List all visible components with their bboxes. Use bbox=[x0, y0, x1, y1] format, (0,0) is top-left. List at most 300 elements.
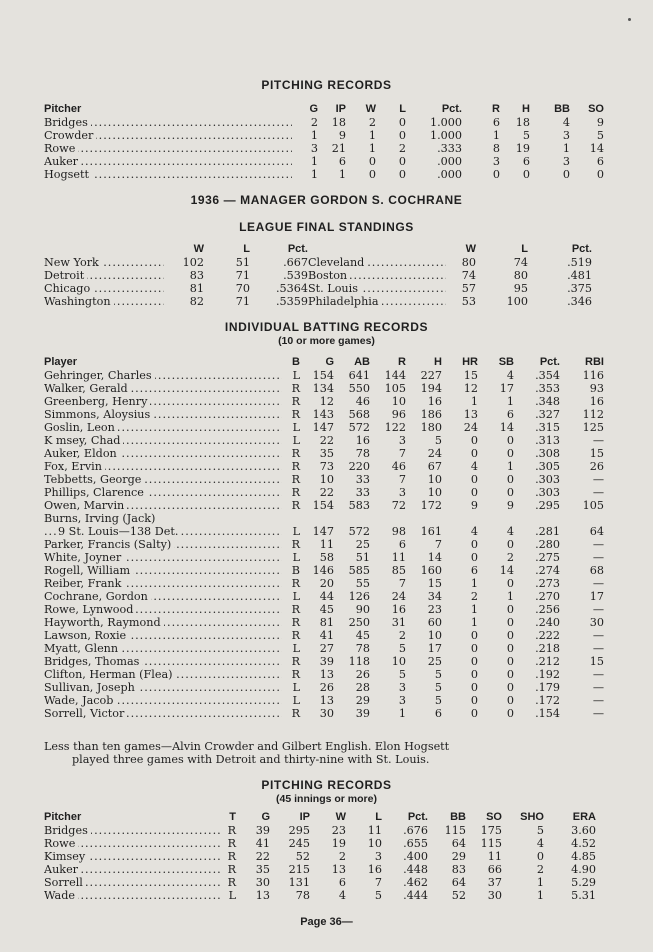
value-cell: 5 bbox=[434, 681, 442, 694]
column-header: SO bbox=[486, 811, 502, 823]
value-cell: 0 bbox=[522, 168, 530, 181]
value-cell: 64 bbox=[589, 525, 604, 538]
value-cell: 14 bbox=[589, 142, 604, 155]
value-cell: 3 bbox=[492, 155, 500, 168]
value-cell: 52 bbox=[451, 889, 466, 902]
value-cell: 4 bbox=[338, 889, 346, 902]
value-cell: — bbox=[592, 629, 604, 642]
table-row bbox=[44, 876, 596, 889]
name-cell: Simmons, Aloysius ..... bbox=[44, 408, 282, 421]
value-cell: .240 bbox=[535, 616, 560, 629]
value-cell: 0 bbox=[506, 694, 514, 707]
value-cell: 1 bbox=[368, 142, 376, 155]
value-cell: 1 bbox=[310, 168, 318, 181]
value-cell: 30 bbox=[319, 707, 334, 720]
value-cell: 220 bbox=[348, 460, 370, 473]
value-cell: 12 bbox=[463, 382, 478, 395]
value-cell: 4.90 bbox=[571, 863, 596, 876]
value-cell: 0 bbox=[492, 168, 500, 181]
value-cell: — bbox=[592, 603, 604, 616]
value-cell: 3 bbox=[398, 681, 406, 694]
value-cell: 3.60 bbox=[571, 824, 596, 837]
table-row bbox=[44, 155, 604, 168]
value-cell: 147 bbox=[312, 525, 334, 538]
value-cell: 115 bbox=[480, 837, 502, 850]
value-cell: 10 bbox=[319, 473, 334, 486]
value-cell: R bbox=[291, 603, 300, 616]
table-row bbox=[44, 655, 604, 668]
value-cell: 60 bbox=[427, 616, 442, 629]
value-cell: 1 bbox=[470, 603, 478, 616]
column-header bbox=[44, 243, 164, 256]
value-cell: 172 bbox=[420, 499, 442, 512]
column-header: Pct. bbox=[571, 243, 592, 255]
value-cell: 46 bbox=[391, 460, 406, 473]
value-cell: 14 bbox=[499, 564, 514, 577]
batting-records-title: INDIVIDUAL BATTING RECORDS bbox=[224, 320, 429, 334]
name-cell: Rowe ..... bbox=[44, 142, 292, 155]
value-cell: 10 bbox=[391, 395, 406, 408]
value-cell: 3 bbox=[310, 142, 318, 155]
value-cell: 20 bbox=[319, 577, 334, 590]
value-cell: 161 bbox=[420, 525, 442, 538]
value-cell: R bbox=[291, 486, 300, 499]
column-header: L bbox=[375, 811, 382, 823]
value-cell: 28 bbox=[355, 681, 370, 694]
value-cell: .539 bbox=[283, 269, 308, 282]
value-cell: 1 bbox=[310, 129, 318, 142]
pitching-records-2-title: PITCHING RECORDS bbox=[261, 778, 392, 792]
value-cell: .315 bbox=[535, 421, 560, 434]
value-cell: L bbox=[292, 525, 300, 538]
value-cell: 3 bbox=[562, 155, 570, 168]
value-cell: .448 bbox=[403, 863, 428, 876]
value-cell: 0 bbox=[398, 116, 406, 129]
value-cell: 51 bbox=[355, 551, 370, 564]
value-cell: 45 bbox=[355, 629, 370, 642]
table-row bbox=[44, 850, 596, 863]
value-cell: 35 bbox=[255, 863, 270, 876]
name-cell: Reiber, Frank ..... bbox=[44, 577, 282, 590]
value-cell: .348 bbox=[535, 395, 560, 408]
table-row bbox=[44, 551, 604, 564]
value-cell: 5 bbox=[374, 889, 382, 902]
table-row bbox=[44, 295, 592, 308]
table-row bbox=[44, 499, 604, 512]
value-cell: R bbox=[291, 473, 300, 486]
value-cell: .375 bbox=[567, 282, 592, 295]
table-row bbox=[44, 460, 604, 473]
column-header: G bbox=[261, 811, 270, 823]
value-cell: 572 bbox=[348, 421, 370, 434]
value-cell: R bbox=[291, 460, 300, 473]
value-cell: 1 bbox=[536, 889, 544, 902]
value-cell: .275 bbox=[535, 551, 560, 564]
table-row bbox=[44, 447, 604, 460]
value-cell: 160 bbox=[420, 564, 442, 577]
table-row bbox=[44, 681, 604, 694]
value-cell: R bbox=[291, 447, 300, 460]
value-cell: .179 bbox=[535, 681, 560, 694]
value-cell: 39 bbox=[355, 707, 370, 720]
value-cell: 568 bbox=[348, 408, 370, 421]
value-cell: 24 bbox=[463, 421, 478, 434]
value-cell: — bbox=[592, 486, 604, 499]
value-cell: 33 bbox=[355, 473, 370, 486]
name-cell: Boston ..... bbox=[308, 269, 446, 282]
value-cell: L bbox=[292, 369, 300, 382]
column-header: H bbox=[522, 103, 530, 115]
column-header: Pct. bbox=[441, 103, 462, 115]
value-cell: 21 bbox=[331, 142, 346, 155]
value-cell: 11 bbox=[391, 551, 406, 564]
value-cell: 6 bbox=[506, 408, 514, 421]
speck-mark bbox=[628, 18, 631, 21]
value-cell: 105 bbox=[384, 382, 406, 395]
value-cell: 0 bbox=[368, 168, 376, 181]
value-cell: 44 bbox=[319, 590, 334, 603]
value-cell: R bbox=[291, 629, 300, 642]
value-cell: 70 bbox=[235, 282, 250, 295]
value-cell: 4 bbox=[470, 460, 478, 473]
value-cell: 9 bbox=[506, 499, 514, 512]
value-cell: 37 bbox=[487, 876, 502, 889]
table-row bbox=[44, 421, 604, 434]
value-cell: 0 bbox=[470, 447, 478, 460]
value-cell: .444 bbox=[403, 889, 428, 902]
value-cell: 90 bbox=[355, 603, 370, 616]
column-header: RBI bbox=[585, 356, 604, 368]
value-cell: .280 bbox=[535, 538, 560, 551]
value-cell: 64 bbox=[451, 876, 466, 889]
value-cell: 5.29 bbox=[571, 876, 596, 889]
name-cell: Philadelphia ..... bbox=[308, 295, 446, 308]
name-cell: 9 St. Louis—138 Det. ..... bbox=[44, 525, 282, 538]
table-row bbox=[44, 577, 604, 590]
value-cell: 81 bbox=[189, 282, 204, 295]
name-cell: Bridges, Thomas ..... bbox=[44, 655, 282, 668]
value-cell: 1 bbox=[562, 142, 570, 155]
value-cell: 58 bbox=[319, 551, 334, 564]
value-cell: 572 bbox=[348, 525, 370, 538]
value-cell: 29 bbox=[451, 850, 466, 863]
value-cell: 52 bbox=[295, 850, 310, 863]
column-header: R bbox=[398, 356, 406, 368]
column-header: Pitcher bbox=[44, 103, 82, 115]
name-cell: Cochrane, Gordon ..... bbox=[44, 590, 282, 603]
value-cell: B bbox=[291, 564, 300, 577]
value-cell: 13 bbox=[319, 694, 334, 707]
value-cell: 18 bbox=[515, 116, 530, 129]
value-cell: 4 bbox=[506, 525, 514, 538]
standings-table bbox=[44, 243, 592, 308]
value-cell: 6 bbox=[338, 876, 346, 889]
value-cell: R bbox=[291, 655, 300, 668]
value-cell: 1 bbox=[506, 590, 514, 603]
value-cell: 3 bbox=[398, 434, 406, 447]
value-cell: .519 bbox=[567, 256, 592, 269]
column-header: W bbox=[465, 243, 476, 255]
column-header: HR bbox=[462, 356, 478, 368]
value-cell: .281 bbox=[535, 525, 560, 538]
value-cell: 5 bbox=[522, 129, 530, 142]
name-cell: Kimsey ..... bbox=[44, 850, 222, 863]
value-cell: .5359 bbox=[275, 295, 308, 308]
value-cell: 2 bbox=[398, 629, 406, 642]
value-cell: 22 bbox=[319, 434, 334, 447]
value-cell: 7 bbox=[398, 447, 406, 460]
value-cell: 0 bbox=[506, 473, 514, 486]
value-cell: 26 bbox=[355, 668, 370, 681]
value-cell: .000 bbox=[437, 168, 462, 181]
value-cell: .212 bbox=[535, 655, 560, 668]
value-cell: 0 bbox=[398, 155, 406, 168]
value-cell: — bbox=[592, 538, 604, 551]
value-cell: 66 bbox=[487, 863, 502, 876]
value-cell: 5.31 bbox=[571, 889, 596, 902]
table-row bbox=[44, 142, 604, 155]
table-row bbox=[44, 116, 604, 129]
value-cell: 6 bbox=[470, 564, 478, 577]
value-cell: 0 bbox=[368, 155, 376, 168]
value-cell: 131 bbox=[288, 876, 310, 889]
value-cell: 180 bbox=[420, 421, 442, 434]
value-cell: 245 bbox=[288, 837, 310, 850]
table-row bbox=[44, 168, 604, 181]
value-cell: 19 bbox=[515, 142, 530, 155]
value-cell: 134 bbox=[312, 382, 334, 395]
value-cell: R bbox=[291, 408, 300, 421]
name-cell: Auker ..... bbox=[44, 863, 222, 876]
value-cell: 11 bbox=[367, 824, 382, 837]
value-cell: 194 bbox=[420, 382, 442, 395]
value-cell: 16 bbox=[589, 395, 604, 408]
value-cell: 30 bbox=[589, 616, 604, 629]
table-row bbox=[44, 408, 604, 421]
value-cell: .192 bbox=[535, 668, 560, 681]
value-cell: 0 bbox=[470, 486, 478, 499]
column-header: Pitcher bbox=[44, 811, 82, 823]
value-cell: .354 bbox=[535, 369, 560, 382]
value-cell: 93 bbox=[589, 382, 604, 395]
column-header: Pct. bbox=[287, 243, 308, 255]
value-cell: 1 bbox=[470, 395, 478, 408]
table-row bbox=[44, 642, 604, 655]
value-cell: R bbox=[291, 668, 300, 681]
value-cell: 122 bbox=[384, 421, 406, 434]
table-row bbox=[44, 837, 596, 850]
value-cell: 10 bbox=[427, 473, 442, 486]
value-cell: 0 bbox=[506, 707, 514, 720]
name-cell: K msey, Chad ..... bbox=[44, 434, 282, 447]
value-cell: L bbox=[292, 434, 300, 447]
column-header: Pct. bbox=[407, 811, 428, 823]
value-cell: — bbox=[592, 434, 604, 447]
value-cell: 7 bbox=[434, 538, 442, 551]
value-cell: 24 bbox=[427, 447, 442, 460]
name-cell: Parker, Francis (Salty) ..... bbox=[44, 538, 282, 551]
value-cell: L bbox=[292, 421, 300, 434]
value-cell: R bbox=[227, 863, 236, 876]
value-cell: 7 bbox=[398, 577, 406, 590]
value-cell: 0 bbox=[506, 538, 514, 551]
value-cell: 0 bbox=[470, 668, 478, 681]
value-cell: 11 bbox=[487, 850, 502, 863]
value-cell: 112 bbox=[582, 408, 604, 421]
name-cell: Myatt, Glenn ..... bbox=[44, 642, 282, 655]
value-cell: .481 bbox=[567, 269, 592, 282]
value-cell: 295 bbox=[288, 824, 310, 837]
value-cell: 3 bbox=[562, 129, 570, 142]
value-cell: .305 bbox=[535, 460, 560, 473]
table-row bbox=[44, 473, 604, 486]
standings-title: LEAGUE FINAL STANDINGS bbox=[239, 220, 414, 234]
value-cell: 3 bbox=[398, 694, 406, 707]
value-cell: 144 bbox=[384, 369, 406, 382]
value-cell: 45 bbox=[319, 603, 334, 616]
name-cell: Clifton, Herman (Flea) ..... bbox=[44, 668, 282, 681]
value-cell: 5 bbox=[596, 129, 604, 142]
value-cell: L bbox=[292, 551, 300, 564]
value-cell: .5364 bbox=[275, 282, 308, 295]
value-cell: 39 bbox=[255, 824, 270, 837]
name-cell: Walker, Gerald ..... bbox=[44, 382, 282, 395]
value-cell: 0 bbox=[506, 603, 514, 616]
value-cell: 6 bbox=[434, 707, 442, 720]
value-cell: .462 bbox=[403, 876, 428, 889]
value-cell: R bbox=[227, 850, 236, 863]
value-cell: 74 bbox=[513, 256, 528, 269]
value-cell: 2 bbox=[310, 116, 318, 129]
name-cell: Rogell, William ..... bbox=[44, 564, 282, 577]
value-cell: 9 bbox=[470, 499, 478, 512]
name-cell: Tebbetts, George ..... bbox=[44, 473, 282, 486]
pitching-records-title: PITCHING RECORDS bbox=[261, 78, 392, 92]
value-cell: 7 bbox=[374, 876, 382, 889]
value-cell: — bbox=[592, 473, 604, 486]
value-cell: 80 bbox=[461, 256, 476, 269]
value-cell: 550 bbox=[348, 382, 370, 395]
column-header: IP bbox=[335, 103, 346, 115]
name-cell: Hogsett ..... bbox=[44, 168, 292, 181]
value-cell: 35 bbox=[319, 447, 334, 460]
name-cell: Sullivan, Joseph ..... bbox=[44, 681, 282, 694]
value-cell: 81 bbox=[319, 616, 334, 629]
name-cell: New York ..... bbox=[44, 256, 164, 269]
name-cell: Rowe, Lynwood ..... bbox=[44, 603, 282, 616]
value-cell: 67 bbox=[427, 460, 442, 473]
value-cell: 5 bbox=[434, 694, 442, 707]
name-cell: Greenberg, Henry ..... bbox=[44, 395, 282, 408]
value-cell: 641 bbox=[348, 369, 370, 382]
value-cell: 16 bbox=[427, 395, 442, 408]
value-cell: 15 bbox=[589, 447, 604, 460]
value-cell: 154 bbox=[312, 499, 334, 512]
value-cell: 2 bbox=[398, 142, 406, 155]
value-cell: 0 bbox=[470, 642, 478, 655]
value-cell: 0 bbox=[470, 681, 478, 694]
value-cell: 39 bbox=[319, 655, 334, 668]
value-cell: 0 bbox=[470, 655, 478, 668]
value-cell: L bbox=[292, 694, 300, 707]
value-cell: 0 bbox=[470, 707, 478, 720]
value-cell: 27 bbox=[319, 642, 334, 655]
value-cell: 5 bbox=[398, 668, 406, 681]
value-cell: — bbox=[592, 668, 604, 681]
table-row bbox=[44, 434, 604, 447]
name-cell: Goslin, Leon ..... bbox=[44, 421, 282, 434]
value-cell: 68 bbox=[589, 564, 604, 577]
value-cell: 78 bbox=[355, 447, 370, 460]
value-cell: 26 bbox=[589, 460, 604, 473]
value-cell: .667 bbox=[283, 256, 308, 269]
value-cell: 4 bbox=[536, 837, 544, 850]
table-row bbox=[44, 369, 604, 382]
value-cell: 74 bbox=[461, 269, 476, 282]
column-header: ERA bbox=[572, 811, 596, 823]
pitching-records-2-subtitle: (45 innings or more) bbox=[276, 793, 377, 805]
value-cell: .676 bbox=[403, 824, 428, 837]
value-cell: 85 bbox=[391, 564, 406, 577]
value-cell: 73 bbox=[319, 460, 334, 473]
value-cell: 41 bbox=[319, 629, 334, 642]
value-cell: — bbox=[592, 681, 604, 694]
column-header: AB bbox=[354, 356, 370, 368]
value-cell: 5 bbox=[434, 434, 442, 447]
value-cell: 78 bbox=[355, 642, 370, 655]
value-cell: 105 bbox=[582, 499, 604, 512]
name-cell: Detroit ..... bbox=[44, 269, 164, 282]
value-cell: 0 bbox=[562, 168, 570, 181]
table-row bbox=[44, 564, 604, 577]
column-header: B bbox=[292, 356, 300, 368]
name-cell: Phillips, Clarence ..... bbox=[44, 486, 282, 499]
name-cell: Lawson, Roxie ..... bbox=[44, 629, 282, 642]
value-cell: — bbox=[592, 551, 604, 564]
value-cell: 0 bbox=[470, 434, 478, 447]
table-row bbox=[44, 629, 604, 642]
table-row bbox=[44, 590, 604, 603]
value-cell: .295 bbox=[535, 499, 560, 512]
value-cell: 0 bbox=[596, 168, 604, 181]
value-cell: .346 bbox=[567, 295, 592, 308]
value-cell: 6 bbox=[492, 116, 500, 129]
value-cell: 53 bbox=[461, 295, 476, 308]
value-cell: 10 bbox=[427, 486, 442, 499]
name-cell: Washington ..... bbox=[44, 295, 164, 308]
column-header: W bbox=[365, 103, 376, 115]
value-cell: 118 bbox=[348, 655, 370, 668]
name-cell: Bridges ..... bbox=[44, 116, 292, 129]
table-row bbox=[44, 256, 592, 269]
name-cell: Rowe ..... bbox=[44, 837, 222, 850]
value-cell: 147 bbox=[312, 421, 334, 434]
value-cell: 72 bbox=[391, 499, 406, 512]
value-cell: 0 bbox=[506, 668, 514, 681]
column-header: R bbox=[492, 103, 500, 115]
value-cell: R bbox=[291, 707, 300, 720]
pitching-records-2-table bbox=[44, 811, 596, 902]
batting-note-line-2: played three games with Detroit and thirty-nine with St. Louis. bbox=[72, 753, 430, 766]
value-cell: 16 bbox=[367, 863, 382, 876]
value-cell: 100 bbox=[506, 295, 528, 308]
value-cell: 0 bbox=[506, 434, 514, 447]
name-cell: Owen, Marvin ..... bbox=[44, 499, 282, 512]
value-cell: 98 bbox=[391, 525, 406, 538]
column-header: SO bbox=[588, 103, 604, 115]
value-cell: 1 bbox=[470, 616, 478, 629]
value-cell: 3 bbox=[398, 486, 406, 499]
